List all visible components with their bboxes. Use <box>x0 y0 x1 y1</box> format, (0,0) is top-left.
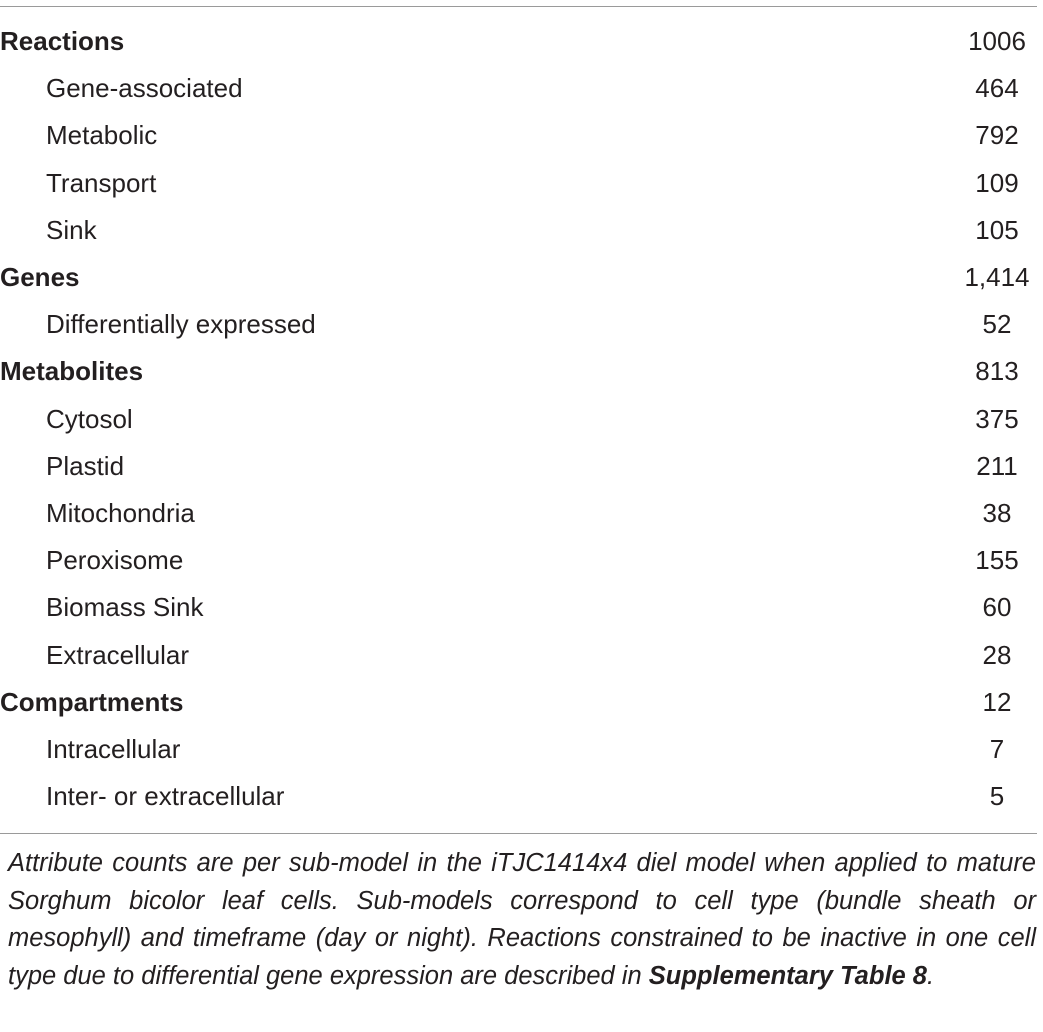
row-label: Inter- or extracellular <box>46 781 285 812</box>
row-value: 211 <box>976 450 1018 481</box>
row-value: 109 <box>975 167 1019 198</box>
row-label: Metabolic <box>46 120 158 151</box>
category-row <box>0 679 1037 726</box>
row-value: 5 <box>989 781 1005 812</box>
category-row <box>0 254 1037 301</box>
row-label: Mitochondria <box>46 497 195 528</box>
row-value: 792 <box>975 120 1019 151</box>
attribute-counts-table <box>0 18 1037 820</box>
subcategory-row <box>0 301 1037 348</box>
subcategory-row <box>0 726 1037 773</box>
row-label: Plastid <box>46 450 125 481</box>
subcategory-row <box>0 160 1037 207</box>
row-value: 12 <box>982 686 1012 717</box>
row-label: Genes <box>0 262 80 293</box>
row-label: Metabolites <box>0 356 144 387</box>
row-value: 28 <box>982 639 1012 670</box>
table-bottom-rule <box>0 833 1037 834</box>
row-label: Extracellular <box>46 639 190 670</box>
subcategory-row <box>0 443 1037 490</box>
table-footnote <box>8 845 1036 995</box>
row-label: Sink <box>46 214 97 245</box>
row-label: Gene-associated <box>46 73 243 104</box>
row-value: 7 <box>989 733 1005 764</box>
row-value: 155 <box>975 545 1019 576</box>
row-label: Cytosol <box>46 403 133 434</box>
footnote-text: Attribute counts are per sub-model in the iTJC1414x4 diel model when applied to mature Sorghum bicolor leaf cells. Sub-models correspond to cell type (bundle sheath or mesophyll) and timeframe (day or night). Reactions constrained to be inactive in one cell type due to differential gene expression are described in <box>8 849 1036 990</box>
subcategory-row <box>0 537 1037 584</box>
table-top-rule <box>0 6 1037 7</box>
category-row <box>0 348 1037 395</box>
row-value: 38 <box>982 497 1012 528</box>
row-value: 464 <box>975 73 1019 104</box>
subcategory-row <box>0 773 1037 820</box>
row-label: Intracellular <box>46 733 181 764</box>
row-label: Peroxisome <box>46 545 184 576</box>
row-value: 1,414 <box>964 262 1030 293</box>
subcategory-row <box>0 112 1037 159</box>
subcategory-row <box>0 584 1037 631</box>
category-row <box>0 18 1037 65</box>
row-label: Biomass Sink <box>46 592 204 623</box>
subcategory-row <box>0 631 1037 678</box>
row-value: 60 <box>982 592 1012 623</box>
row-label: Reactions <box>0 26 125 57</box>
subcategory-row <box>0 396 1037 443</box>
subcategory-row <box>0 490 1037 537</box>
row-label: Compartments <box>0 686 184 717</box>
row-value: 52 <box>982 309 1012 340</box>
row-value: 105 <box>975 214 1019 245</box>
subcategory-row <box>0 65 1037 112</box>
table-body <box>0 18 1037 820</box>
row-label: Transport <box>46 167 157 198</box>
row-value: 813 <box>975 356 1019 387</box>
footnote-period: . <box>926 961 935 990</box>
row-label: Differentially expressed <box>46 309 316 340</box>
subcategory-row <box>0 207 1037 254</box>
row-value: 375 <box>975 403 1019 434</box>
supplementary-table-reference: Supplementary Table 8 <box>648 961 927 990</box>
row-value: 1006 <box>968 26 1026 57</box>
